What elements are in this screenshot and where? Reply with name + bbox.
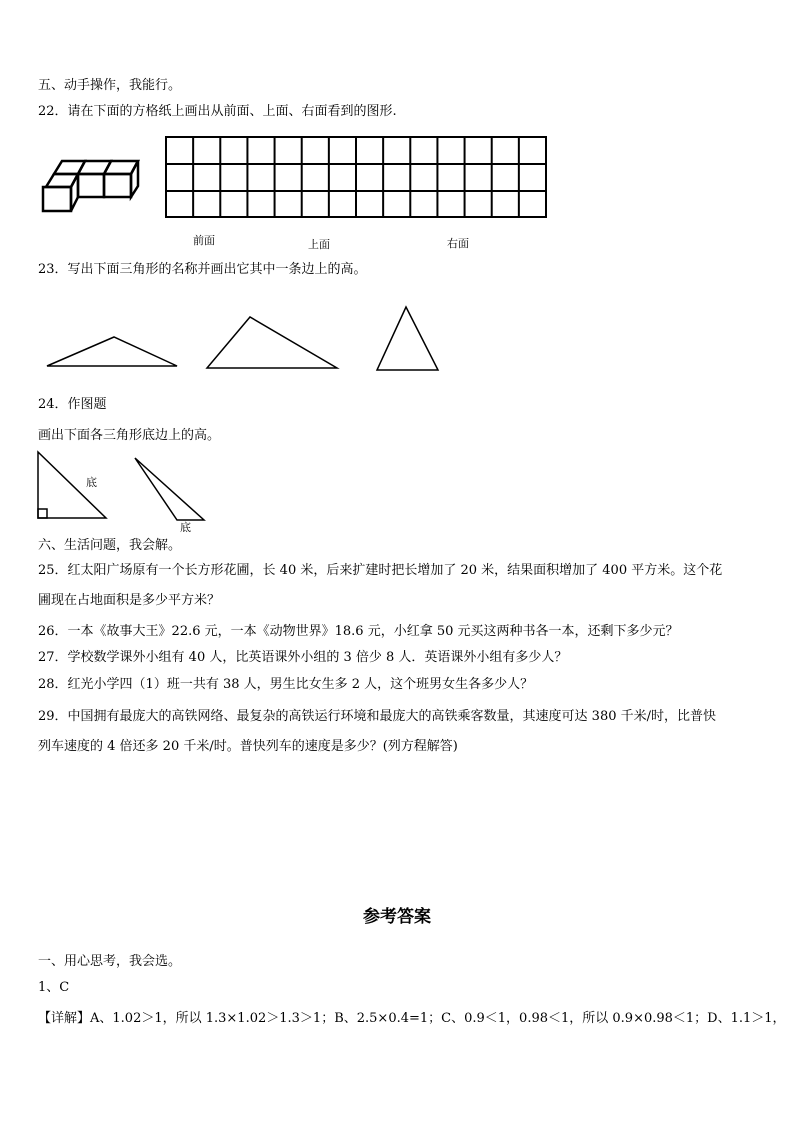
answers-section1: 一、用心思考，我会选。 bbox=[38, 954, 182, 969]
obtuse-triangle-24 bbox=[135, 458, 204, 520]
q25-line1: 25．红太阳广场原有一个长方形花圃，长 40 米，后来扩建时把长增加了 20 米，结果面积增加了 400 平方米。这个花 bbox=[38, 563, 723, 578]
right-angle-mark bbox=[38, 509, 47, 518]
acute-triangle bbox=[377, 307, 438, 370]
answer-1: 1、C bbox=[38, 980, 70, 995]
section6-title: 六、生活问题，我会解。 bbox=[38, 538, 182, 553]
q29-line2: 列车速度的 4 倍还多 20 千米/时。普快列车的速度是多少？(列方程解答) bbox=[38, 739, 458, 754]
section5-title: 五、动手操作，我能行。 bbox=[38, 78, 182, 93]
grid-paper[interactable] bbox=[163, 135, 553, 221]
q24-instruction: 画出下面各三角形底边上的高。 bbox=[38, 428, 221, 443]
right-triangle-23 bbox=[207, 317, 337, 368]
q22-text: 22．请在下面的方格纸上画出从前面、上面、右面看到的图形. bbox=[38, 104, 397, 119]
q29-line1: 29．中国拥有最庞大的高铁网络、最复杂的高铁运行环境和最庞大的高铁乘客数量，其速度可达 380 千米/时，比普快 bbox=[38, 709, 717, 724]
q26-text: 26．一本《故事大王》22.6 元，一本《动物世界》18.6 元，小红拿 50 元买这两种书各一本，还剩下多少元？ bbox=[38, 624, 679, 639]
q25-line2: 圃现在占地面积是多少平方米？ bbox=[38, 593, 221, 608]
label-front: 前面 bbox=[193, 234, 215, 247]
label-right: 右面 bbox=[447, 237, 469, 250]
answer-1-detail: 【详解】A、1.02＞1，所以 1.3×1.02＞1.3＞1；B、2.5×0.4=1；C、0.9＜1，0.98＜1，所以 0.9×0.98＜1；D、1.1＞1， bbox=[38, 1011, 786, 1026]
q23-text: 23．写出下面三角形的名称并画出它其中一条边上的高。 bbox=[38, 262, 367, 277]
cube-figure bbox=[38, 150, 150, 220]
base-label-1: 底 bbox=[86, 476, 97, 489]
q24-triangles[interactable] bbox=[34, 448, 214, 528]
q23-triangles[interactable] bbox=[40, 300, 450, 378]
q28-text: 28．红光小学四（1）班一共有 38 人，男生比女生多 2 人，这个班男女生各多少人？ bbox=[38, 677, 534, 692]
base-label-2: 底 bbox=[180, 521, 191, 534]
obtuse-triangle bbox=[47, 337, 177, 366]
q27-text: 27．学校数学课外小组有 40 人，比英语课外小组的 3 倍少 8 人．英语课外小组有多少人？ bbox=[38, 650, 568, 665]
answers-heading: 参考答案 bbox=[363, 907, 431, 927]
q24-title: 24．作图题 bbox=[38, 397, 107, 412]
label-top: 上面 bbox=[308, 238, 330, 251]
